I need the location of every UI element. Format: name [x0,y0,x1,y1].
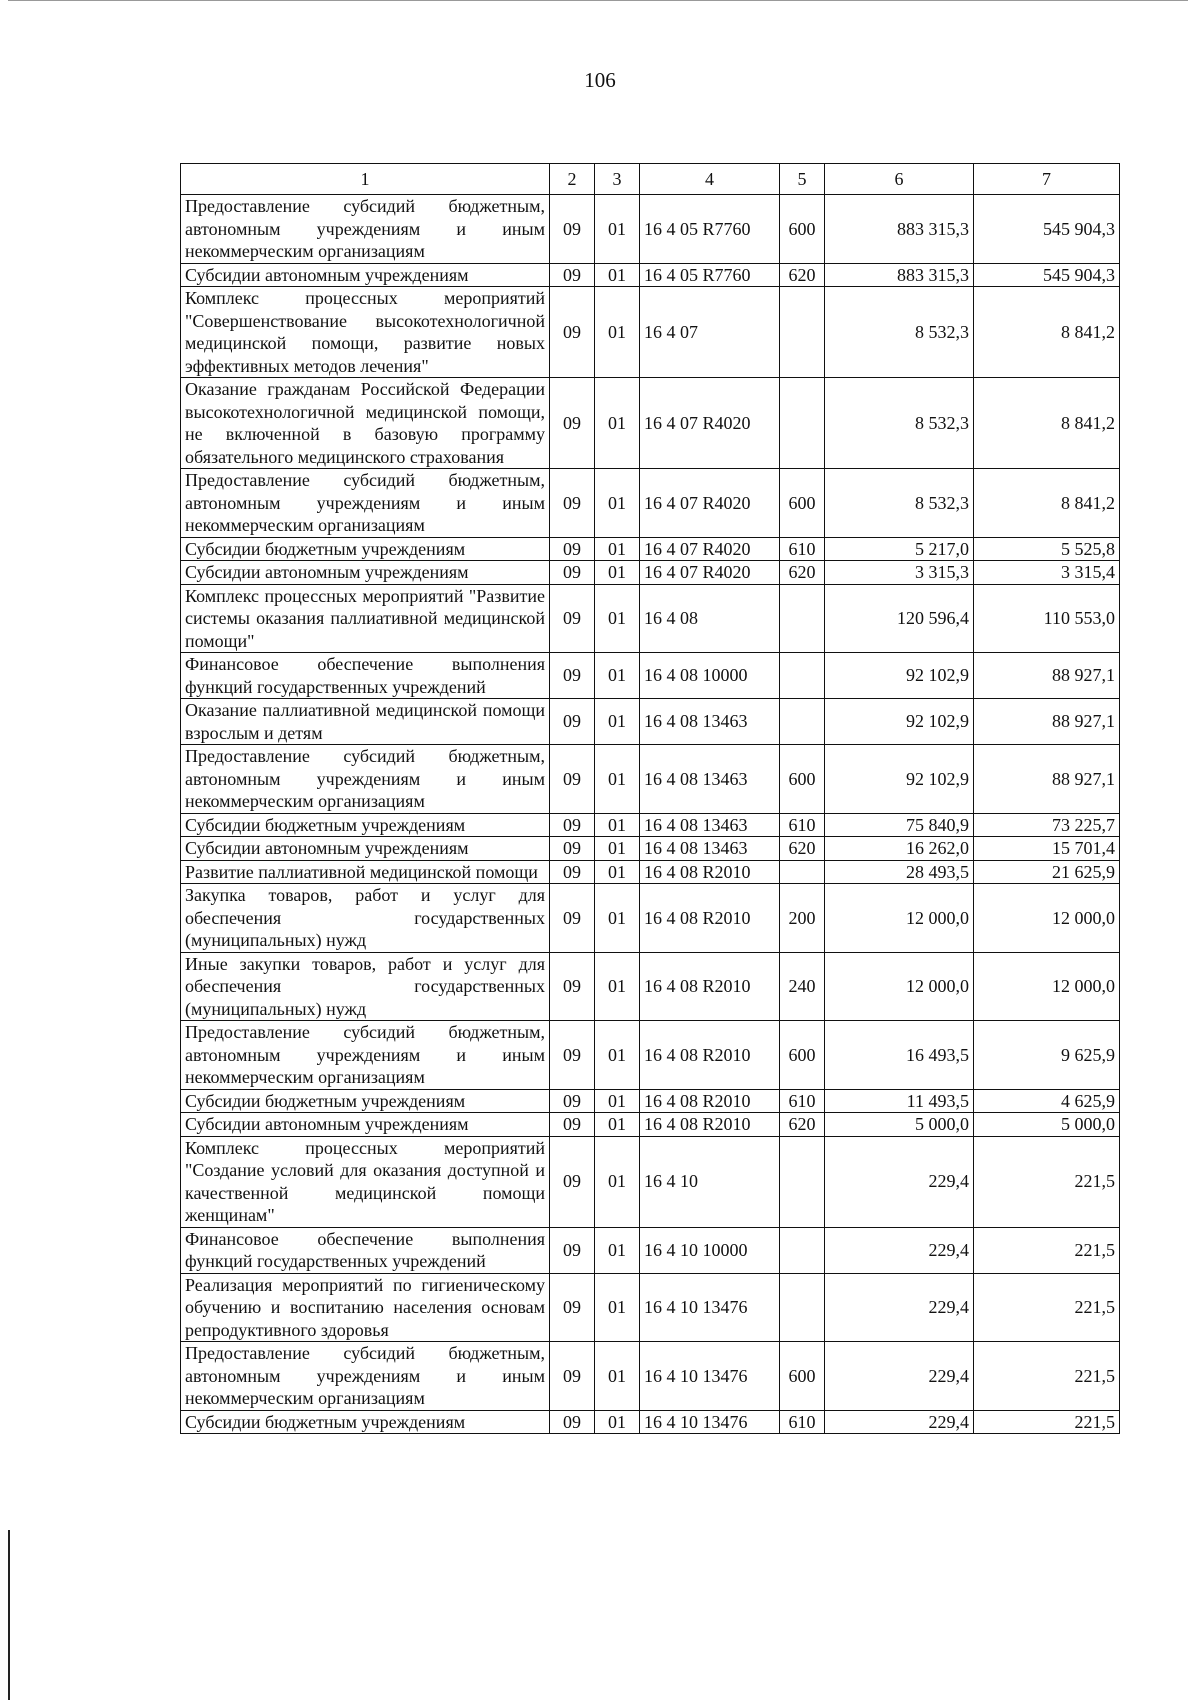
row-target-article: 16 4 08 R2010 [640,1021,780,1090]
row-subsection-code: 01 [595,1089,640,1113]
row-target-article: 16 4 08 R2010 [640,1113,780,1137]
row-name: Иные закупки товаров, работ и услуг для обеспечения государственных (муниципальных) нужд [181,952,550,1021]
table-row [181,860,1120,884]
table-row [181,1021,1120,1090]
row-amount-year-1: 229,4 [825,1342,974,1411]
row-amount-year-1: 3 315,3 [825,561,974,585]
row-subsection-code: 01 [595,1136,640,1227]
table-body [181,195,1120,1434]
row-section-code: 09 [550,537,595,561]
row-subsection-code: 01 [595,1021,640,1090]
header-col-2: 2 [550,164,595,195]
row-name: Развитие паллиативной медицинской помощи [181,860,550,884]
row-expense-type [780,860,825,884]
table-row [181,1342,1120,1411]
row-amount-year-1: 229,4 [825,1136,974,1227]
row-name: Предоставление субсидий бюджетным, автономным учреждениям и иным некоммерческим организациям [181,1342,550,1411]
table-row [181,469,1120,538]
table-row [181,653,1120,699]
row-target-article: 16 4 07 [640,287,780,378]
row-section-code: 09 [550,287,595,378]
header-col-7: 7 [974,164,1120,195]
row-section-code: 09 [550,1113,595,1137]
row-amount-year-2: 8 841,2 [974,287,1120,378]
row-name: Комплекс процессных мероприятий "Совершенствование высокотехнологичной медицинской помощи, развитие новых эффективных методов лечения" [181,287,550,378]
row-amount-year-2: 88 927,1 [974,745,1120,814]
row-amount-year-2: 221,5 [974,1273,1120,1342]
row-name: Субсидии автономным учреждениям [181,561,550,585]
row-expense-type: 610 [780,1089,825,1113]
scan-edge-left [8,1530,10,1700]
row-subsection-code: 01 [595,195,640,264]
row-amount-year-1: 5 217,0 [825,537,974,561]
row-amount-year-2: 9 625,9 [974,1021,1120,1090]
table-row [181,263,1120,287]
row-amount-year-2: 3 315,4 [974,561,1120,585]
header-row [181,164,1120,195]
row-subsection-code: 01 [595,1113,640,1137]
table-row [181,584,1120,653]
row-name: Оказание гражданам Российской Федерации высокотехнологичной медицинской помощи, не включенной в базовую программу обязательного медицинского страхования [181,378,550,469]
row-amount-year-1: 8 532,3 [825,378,974,469]
row-section-code: 09 [550,1342,595,1411]
row-section-code: 09 [550,813,595,837]
row-target-article: 16 4 07 R4020 [640,378,780,469]
row-target-article: 16 4 05 R7760 [640,195,780,264]
row-amount-year-1: 92 102,9 [825,699,974,745]
table-row [181,378,1120,469]
row-amount-year-1: 16 262,0 [825,837,974,861]
table-row [181,1136,1120,1227]
row-expense-type: 600 [780,1342,825,1411]
row-name: Субсидии автономным учреждениям [181,837,550,861]
header-col-6: 6 [825,164,974,195]
row-expense-type: 600 [780,745,825,814]
row-amount-year-2: 73 225,7 [974,813,1120,837]
row-target-article: 16 4 10 10000 [640,1227,780,1273]
table-row [181,537,1120,561]
row-section-code: 09 [550,1089,595,1113]
row-target-article: 16 4 08 10000 [640,653,780,699]
budget-table [180,163,1120,1434]
row-subsection-code: 01 [595,469,640,538]
row-section-code: 09 [550,745,595,814]
row-target-article: 16 4 07 R4020 [640,469,780,538]
row-subsection-code: 01 [595,1342,640,1411]
table-row [181,745,1120,814]
row-amount-year-1: 883 315,3 [825,195,974,264]
row-target-article: 16 4 08 13463 [640,813,780,837]
row-section-code: 09 [550,263,595,287]
row-name: Субсидии бюджетным учреждениям [181,813,550,837]
table-row [181,287,1120,378]
row-amount-year-2: 5 000,0 [974,1113,1120,1137]
row-target-article: 16 4 10 13476 [640,1342,780,1411]
row-name: Субсидии автономным учреждениям [181,263,550,287]
row-expense-type [780,653,825,699]
row-amount-year-2: 8 841,2 [974,378,1120,469]
row-name: Финансовое обеспечение выполнения функций государственных учреждений [181,653,550,699]
row-name: Предоставление субсидий бюджетным, автономным учреждениям и иным некоммерческим организациям [181,1021,550,1090]
row-amount-year-1: 12 000,0 [825,884,974,953]
row-amount-year-2: 221,5 [974,1227,1120,1273]
row-amount-year-2: 545 904,3 [974,263,1120,287]
row-amount-year-2: 545 904,3 [974,195,1120,264]
row-amount-year-1: 92 102,9 [825,745,974,814]
row-expense-type: 600 [780,195,825,264]
row-amount-year-2: 221,5 [974,1136,1120,1227]
row-subsection-code: 01 [595,699,640,745]
row-amount-year-2: 110 553,0 [974,584,1120,653]
row-amount-year-1: 8 532,3 [825,287,974,378]
row-name: Предоставление субсидий бюджетным, автономным учреждениям и иным некоммерческим организациям [181,469,550,538]
row-amount-year-2: 12 000,0 [974,884,1120,953]
row-amount-year-1: 229,4 [825,1273,974,1342]
row-subsection-code: 01 [595,1227,640,1273]
row-expense-type: 610 [780,1410,825,1434]
row-section-code: 09 [550,1410,595,1434]
row-target-article: 16 4 07 R4020 [640,537,780,561]
row-name: Субсидии бюджетным учреждениям [181,1410,550,1434]
row-subsection-code: 01 [595,378,640,469]
row-subsection-code: 01 [595,1273,640,1342]
row-amount-year-1: 92 102,9 [825,653,974,699]
table-row [181,699,1120,745]
row-expense-type [780,287,825,378]
row-subsection-code: 01 [595,287,640,378]
row-amount-year-1: 883 315,3 [825,263,974,287]
row-subsection-code: 01 [595,1410,640,1434]
page-number: 106 [584,68,616,92]
row-amount-year-1: 5 000,0 [825,1113,974,1137]
row-amount-year-1: 120 596,4 [825,584,974,653]
row-expense-type: 620 [780,837,825,861]
row-name: Реализация мероприятий по гигиеническому обучению и воспитанию населения основам репродуктивного здоровья [181,1273,550,1342]
row-subsection-code: 01 [595,584,640,653]
row-section-code: 09 [550,653,595,699]
row-name: Комплекс процессных мероприятий "Развитие системы оказания паллиативной медицинской помощи" [181,584,550,653]
table-header [181,164,1120,195]
row-subsection-code: 01 [595,884,640,953]
row-target-article: 16 4 08 R2010 [640,860,780,884]
table-row [181,561,1120,585]
row-amount-year-1: 11 493,5 [825,1089,974,1113]
row-amount-year-1: 229,4 [825,1410,974,1434]
row-expense-type: 200 [780,884,825,953]
row-name: Предоставление субсидий бюджетным, автономным учреждениям и иным некоммерческим организациям [181,195,550,264]
table-row [181,1113,1120,1137]
header-col-1: 1 [181,164,550,195]
row-name: Субсидии бюджетным учреждениям [181,537,550,561]
row-amount-year-1: 229,4 [825,1227,974,1273]
row-subsection-code: 01 [595,745,640,814]
row-target-article: 16 4 08 13463 [640,837,780,861]
row-expense-type [780,1273,825,1342]
row-target-article: 16 4 08 R2010 [640,1089,780,1113]
row-subsection-code: 01 [595,860,640,884]
row-name: Финансовое обеспечение выполнения функций государственных учреждений [181,1227,550,1273]
row-target-article: 16 4 08 R2010 [640,952,780,1021]
row-expense-type [780,584,825,653]
row-amount-year-2: 8 841,2 [974,469,1120,538]
row-subsection-code: 01 [595,653,640,699]
row-expense-type: 600 [780,469,825,538]
row-amount-year-2: 15 701,4 [974,837,1120,861]
header-col-4: 4 [640,164,780,195]
row-section-code: 09 [550,884,595,953]
row-expense-type: 240 [780,952,825,1021]
table-row [181,952,1120,1021]
table-row [181,884,1120,953]
row-section-code: 09 [550,699,595,745]
row-amount-year-1: 12 000,0 [825,952,974,1021]
table-row [181,813,1120,837]
row-subsection-code: 01 [595,263,640,287]
row-name: Оказание паллиативной медицинской помощи взрослым и детям [181,699,550,745]
row-section-code: 09 [550,378,595,469]
row-target-article: 16 4 10 13476 [640,1410,780,1434]
row-name: Комплекс процессных мероприятий "Создание условий для оказания доступной и качественной медицинской помощи женщинам" [181,1136,550,1227]
row-amount-year-2: 21 625,9 [974,860,1120,884]
row-amount-year-2: 5 525,8 [974,537,1120,561]
row-section-code: 09 [550,561,595,585]
table-row [181,1410,1120,1434]
row-amount-year-1: 8 532,3 [825,469,974,538]
row-amount-year-2: 4 625,9 [974,1089,1120,1113]
table-row [181,1227,1120,1273]
header-col-5: 5 [780,164,825,195]
row-section-code: 09 [550,469,595,538]
row-section-code: 09 [550,952,595,1021]
row-amount-year-2: 12 000,0 [974,952,1120,1021]
row-amount-year-2: 221,5 [974,1342,1120,1411]
header-col-3: 3 [595,164,640,195]
row-target-article: 16 4 08 R2010 [640,884,780,953]
row-expense-type: 620 [780,1113,825,1137]
row-amount-year-2: 88 927,1 [974,699,1120,745]
row-section-code: 09 [550,837,595,861]
row-name: Закупка товаров, работ и услуг для обеспечения государственных (муниципальных) нужд [181,884,550,953]
row-name: Субсидии бюджетным учреждениям [181,1089,550,1113]
row-expense-type [780,1136,825,1227]
row-expense-type: 620 [780,561,825,585]
row-target-article: 16 4 07 R4020 [640,561,780,585]
row-expense-type [780,378,825,469]
row-target-article: 16 4 05 R7760 [640,263,780,287]
row-target-article: 16 4 08 13463 [640,745,780,814]
row-expense-type: 610 [780,813,825,837]
row-subsection-code: 01 [595,561,640,585]
row-subsection-code: 01 [595,537,640,561]
row-name: Субсидии автономным учреждениям [181,1113,550,1137]
table-row [181,1273,1120,1342]
row-section-code: 09 [550,584,595,653]
row-section-code: 09 [550,1136,595,1227]
scan-edge-top [8,0,1188,1]
row-expense-type: 610 [780,537,825,561]
row-subsection-code: 01 [595,813,640,837]
row-amount-year-2: 221,5 [974,1410,1120,1434]
row-expense-type: 620 [780,263,825,287]
row-target-article: 16 4 08 13463 [640,699,780,745]
row-amount-year-1: 75 840,9 [825,813,974,837]
row-amount-year-1: 28 493,5 [825,860,974,884]
table-row [181,195,1120,264]
row-subsection-code: 01 [595,952,640,1021]
row-section-code: 09 [550,195,595,264]
row-name: Предоставление субсидий бюджетным, автономным учреждениям и иным некоммерческим организациям [181,745,550,814]
row-subsection-code: 01 [595,837,640,861]
row-expense-type: 600 [780,1021,825,1090]
row-section-code: 09 [550,860,595,884]
row-section-code: 09 [550,1021,595,1090]
row-amount-year-1: 16 493,5 [825,1021,974,1090]
row-amount-year-2: 88 927,1 [974,653,1120,699]
table-row [181,837,1120,861]
row-expense-type [780,699,825,745]
table-row [181,1089,1120,1113]
row-expense-type [780,1227,825,1273]
row-section-code: 09 [550,1273,595,1342]
row-section-code: 09 [550,1227,595,1273]
row-target-article: 16 4 10 13476 [640,1273,780,1342]
row-target-article: 16 4 08 [640,584,780,653]
row-target-article: 16 4 10 [640,1136,780,1227]
